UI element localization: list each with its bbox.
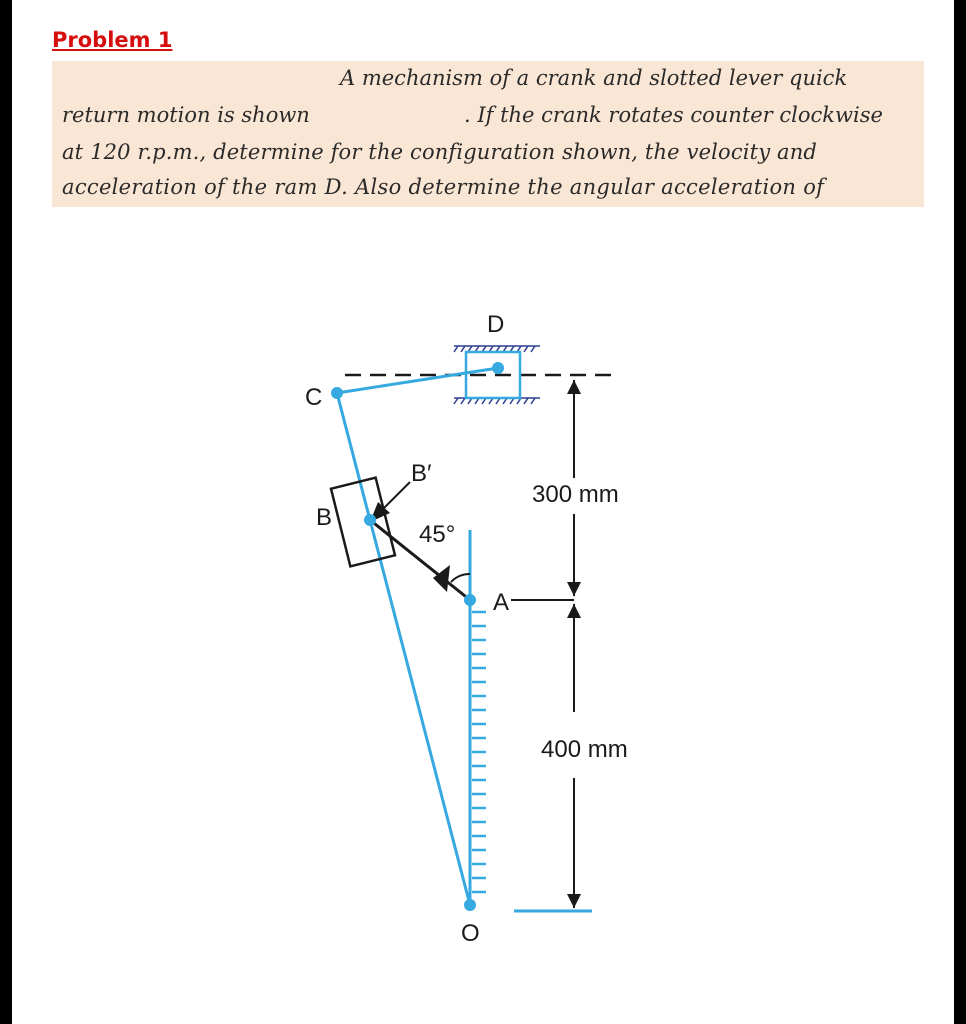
- label-d: D: [487, 311, 505, 338]
- pivot-b: [364, 514, 376, 526]
- pivot-d: [492, 362, 504, 374]
- crank-rotation-arrowhead: [433, 565, 450, 592]
- label-a: A: [493, 589, 510, 616]
- pivot-o: [464, 899, 476, 911]
- label-b-prime: B′: [411, 460, 432, 487]
- dim-300-label: 300 mm: [532, 481, 619, 508]
- pivot-a: [464, 594, 476, 606]
- pivot-c: [331, 387, 343, 399]
- problem-line-4: acceleration of the ram D. Also determine the angular acceleration of: [62, 175, 825, 199]
- label-o: O: [461, 920, 480, 947]
- slotted-lever: [337, 393, 470, 905]
- ground-hatching: [472, 612, 486, 892]
- link-cd: [337, 368, 498, 393]
- angle-arc: [451, 574, 470, 582]
- label-angle: 45°: [419, 521, 456, 548]
- label-b: B: [316, 504, 333, 531]
- problem-title: Problem 1: [52, 28, 173, 52]
- label-c: C: [305, 384, 323, 411]
- problem-line-3: at 120 r.p.m., determine for the configuration shown, the velocity and: [62, 140, 817, 164]
- problem-line-2b: . If the crank rotates counter clockwise: [464, 103, 883, 127]
- problem-line-1: A mechanism of a crank and slotted lever quick: [340, 66, 848, 90]
- problem-line-2a: return motion is shown: [62, 103, 310, 127]
- dim-400-label: 400 mm: [541, 736, 628, 763]
